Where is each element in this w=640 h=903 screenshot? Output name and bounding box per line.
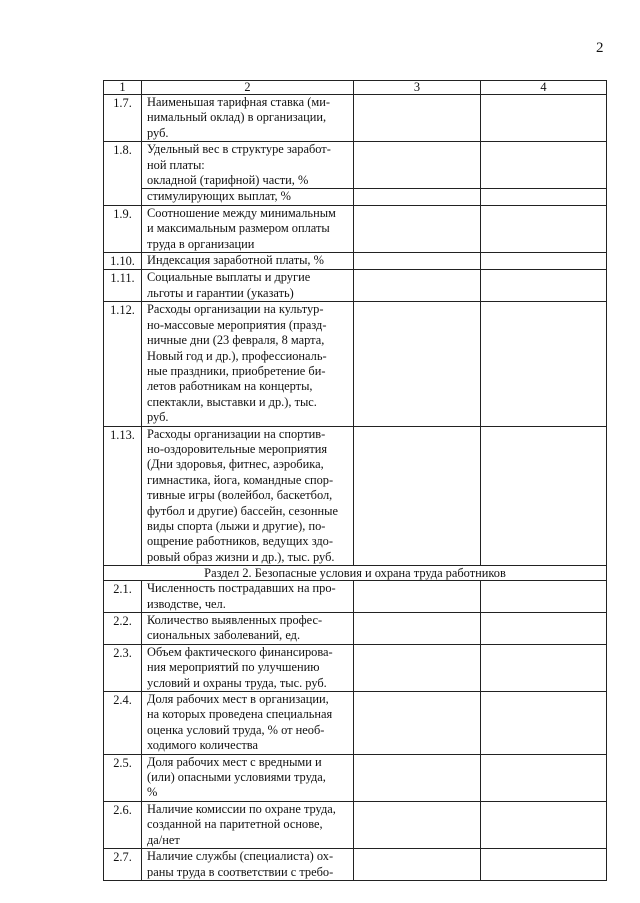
- value-cell-4[interactable]: [481, 302, 607, 426]
- value-cell-4[interactable]: [481, 426, 607, 566]
- row-number: 1.10.: [104, 253, 142, 270]
- row-number: 1.13.: [104, 426, 142, 566]
- value-cell-4[interactable]: [481, 754, 607, 801]
- table-header-row: [104, 81, 607, 95]
- row-text: Удельный вес в структуре заработ- ной платы: окладной (тарифной) части, %: [147, 142, 331, 188]
- row-text: Количество выявленных профес- сиональных заболеваний, ед.: [147, 613, 323, 643]
- value-cell-4[interactable]: [481, 142, 607, 189]
- value-cell-4[interactable]: [481, 205, 607, 252]
- row-description: [142, 253, 354, 270]
- row-text: Доля рабочих мест с вредными и (или) опасными условиями труда, %: [147, 754, 326, 800]
- table-row: [104, 302, 607, 426]
- row-text: Наличие службы (специалиста) ох- раны труда в соответствии с требо-: [147, 849, 334, 879]
- header-cell-3: 3: [354, 81, 481, 95]
- row-text: Наименьшая тарифная ставка (ми- нимальный оклад) в организации, руб.: [147, 95, 330, 140]
- row-number: 2.4.: [104, 692, 142, 755]
- row-number: 2.1.: [104, 581, 142, 613]
- value-cell-3[interactable]: [354, 754, 481, 801]
- value-cell-4[interactable]: [481, 270, 607, 302]
- row-description: [142, 142, 354, 189]
- row-description: [142, 205, 354, 252]
- value-cell-3[interactable]: [354, 95, 481, 142]
- table-row: [104, 849, 607, 881]
- table-row: [104, 692, 607, 755]
- value-cell-4[interactable]: [481, 95, 607, 142]
- value-cell-3[interactable]: [354, 142, 481, 189]
- value-cell-4[interactable]: [481, 189, 607, 205]
- value-cell-3[interactable]: [354, 613, 481, 645]
- row-number: 2.5.: [104, 754, 142, 801]
- value-cell-4[interactable]: [481, 613, 607, 645]
- table-row: [104, 801, 607, 848]
- row-description: [142, 270, 354, 302]
- table-row: [104, 581, 607, 613]
- value-cell-3[interactable]: [354, 581, 481, 613]
- row-number: 1.11.: [104, 270, 142, 302]
- row-description: [142, 754, 354, 801]
- table-row: [104, 142, 607, 189]
- table-row: [104, 754, 607, 801]
- value-cell-3[interactable]: [354, 270, 481, 302]
- value-cell-3[interactable]: [354, 849, 481, 881]
- row-description: [142, 426, 354, 566]
- row-text: Социальные выплаты и другие льготы и гарантии (указать): [147, 270, 311, 300]
- table-row: [104, 644, 607, 691]
- row-description: [142, 302, 354, 426]
- row-text: Наличие комиссии по охране труда, созданной на паритетной основе, да/нет: [147, 801, 336, 847]
- value-cell-3[interactable]: [354, 205, 481, 252]
- row-text: Доля рабочих мест в организации, на которых проведена специальная оценка условий труда, % от необ- ходимого количества: [147, 692, 333, 753]
- row-description: [142, 692, 354, 755]
- value-cell-3[interactable]: [354, 692, 481, 755]
- table-row: [104, 613, 607, 645]
- value-cell-4[interactable]: [481, 581, 607, 613]
- table-row: [104, 189, 607, 205]
- table-row: [104, 253, 607, 270]
- row-text: Индексация заработной платы, %: [147, 253, 324, 268]
- row-description: [142, 581, 354, 613]
- row-text: Расходы организации на культур- но-массовые мероприятия (празд- ничные дни (23 февраля, 8 марта, Новый год и др.), профессиональ- ные праздники, приобретение би- летов работникам на концерты, спектакли, выставки и др.), тыс. руб.: [147, 302, 327, 425]
- value-cell-3[interactable]: [354, 644, 481, 691]
- header-cell-2: 2: [142, 81, 354, 95]
- value-cell-3[interactable]: [354, 801, 481, 848]
- value-cell-3[interactable]: [354, 253, 481, 270]
- value-cell-4[interactable]: [481, 692, 607, 755]
- page-number: 2: [596, 40, 604, 56]
- section-header-row: [104, 566, 607, 581]
- row-number: 2.6.: [104, 801, 142, 848]
- row-description: [142, 849, 354, 881]
- value-cell-3[interactable]: [354, 302, 481, 426]
- row-number: 1.8.: [104, 142, 142, 206]
- row-number: 1.12.: [104, 302, 142, 426]
- value-cell-3[interactable]: [354, 189, 481, 205]
- table-row: [104, 205, 607, 252]
- row-text: Объем фактического финансирова- ния мероприятий по улучшению условий и охраны труда, тыс. руб.: [147, 644, 333, 690]
- header-cell-4: 4: [481, 81, 607, 95]
- indicators-table: [103, 80, 607, 881]
- table-row: [104, 426, 607, 566]
- value-cell-4[interactable]: [481, 801, 607, 848]
- value-cell-4[interactable]: [481, 644, 607, 691]
- row-number: 1.9.: [104, 205, 142, 252]
- section-title: Раздел 2. Безопасные условия и охрана труда работников: [104, 566, 607, 581]
- table-row: [104, 270, 607, 302]
- value-cell-3[interactable]: [354, 426, 481, 566]
- row-text: Расходы организации на спортив- но-оздоровительные мероприятия (Дни здоровья, фитнес, аэробика, гимнастика, йога, командные спор- тивные игры (волейбол, баскетбол, футбол и другие) бассейн, сезонные виды спорта (лыжи и другие), по- ощрение работников, ведущих здо- ровый образ жизни и др.), тыс. руб.: [147, 426, 338, 564]
- value-cell-4[interactable]: [481, 849, 607, 881]
- row-text: стимулирующих выплат, %: [147, 189, 291, 204]
- value-cell-4[interactable]: [481, 253, 607, 270]
- table-row: [104, 95, 607, 142]
- row-text: Численность пострадавших на про- изводстве, чел.: [147, 581, 336, 611]
- row-number: 2.7.: [104, 849, 142, 881]
- row-number: 1.7.: [104, 95, 142, 142]
- row-description: [142, 613, 354, 645]
- row-number: 2.3.: [104, 644, 142, 691]
- header-cell-1: 1: [104, 81, 142, 95]
- row-description: [142, 189, 354, 205]
- row-number: 2.2.: [104, 613, 142, 645]
- row-description: [142, 801, 354, 848]
- row-description: [142, 95, 354, 142]
- row-text: Соотношение между минимальным и максимальным размером оплаты труда в организации: [147, 205, 336, 251]
- row-description: [142, 644, 354, 691]
